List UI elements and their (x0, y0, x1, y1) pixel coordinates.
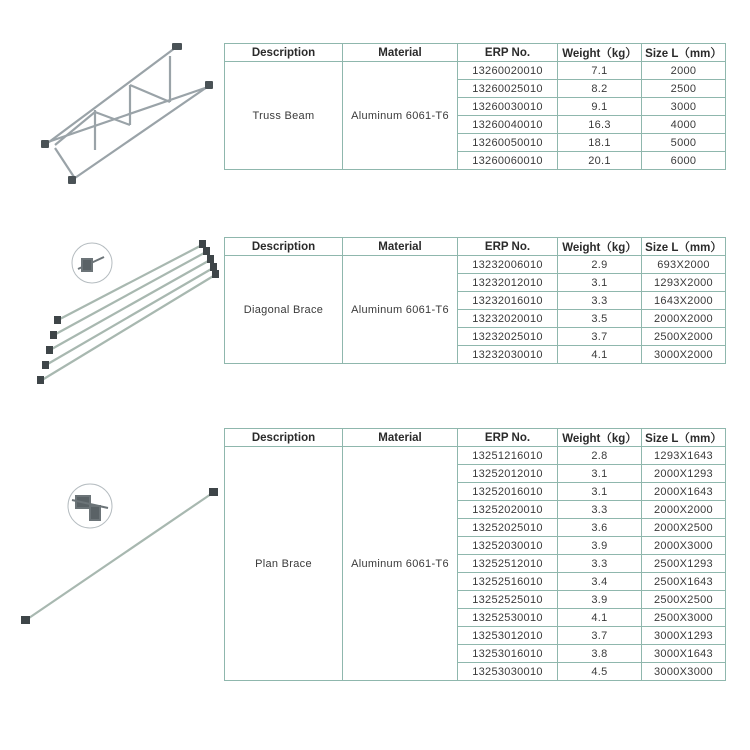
size-cell: 4000 (642, 116, 726, 134)
erp-cell: 13253012010 (458, 627, 558, 645)
weight-cell: 4.1 (558, 609, 642, 627)
erp-cell: 13252516010 (458, 573, 558, 591)
col-header-erp: ERP No. (458, 238, 558, 256)
weight-cell: 3.4 (558, 573, 642, 591)
truss-beam-image (0, 40, 222, 190)
weight-cell: 3.1 (558, 483, 642, 501)
col-header-weight: Weight（kg） (558, 238, 642, 256)
erp-cell: 13252530010 (458, 609, 558, 627)
erp-cell: 13252020010 (458, 501, 558, 519)
erp-cell: 13251216010 (458, 447, 558, 465)
erp-cell: 13232016010 (458, 292, 558, 310)
diagonal-brace-table (224, 237, 726, 364)
erp-cell: 13232020010 (458, 310, 558, 328)
size-cell: 3000X1293 (642, 627, 726, 645)
weight-cell: 18.1 (558, 134, 642, 152)
size-cell: 2000X2500 (642, 519, 726, 537)
erp-cell: 13232030010 (458, 346, 558, 364)
size-cell: 1643X2000 (642, 292, 726, 310)
weight-cell: 3.9 (558, 591, 642, 609)
weight-cell: 3.8 (558, 645, 642, 663)
weight-cell: 9.1 (558, 98, 642, 116)
material-cell: Aluminum 6061-T6 (343, 447, 458, 681)
table-row (225, 256, 726, 274)
weight-cell: 20.1 (558, 152, 642, 170)
size-cell: 2000X1643 (642, 483, 726, 501)
col-header-size: Size L（mm） (642, 44, 726, 62)
size-cell: 2500X2500 (642, 591, 726, 609)
erp-cell: 13260025010 (458, 80, 558, 98)
description-cell: Plan Brace (225, 447, 343, 681)
weight-cell: 2.8 (558, 447, 642, 465)
weight-cell: 3.3 (558, 555, 642, 573)
size-cell: 2500X3000 (642, 609, 726, 627)
col-header-description: Description (225, 429, 343, 447)
erp-cell: 13252512010 (458, 555, 558, 573)
size-cell: 1293X2000 (642, 274, 726, 292)
size-cell: 2500 (642, 80, 726, 98)
size-cell: 2500X2000 (642, 328, 726, 346)
diagonal-brace-illustration (0, 235, 222, 395)
erp-cell: 13260050010 (458, 134, 558, 152)
erp-cell: 13252525010 (458, 591, 558, 609)
col-header-material: Material (343, 44, 458, 62)
weight-cell: 7.1 (558, 62, 642, 80)
truss-beam-illustration (0, 40, 222, 190)
table-row (225, 62, 726, 80)
weight-cell: 4.1 (558, 346, 642, 364)
erp-cell: 13253030010 (458, 663, 558, 681)
size-cell: 5000 (642, 134, 726, 152)
description-cell: Truss Beam (225, 62, 343, 170)
truss-beam-table (224, 43, 726, 170)
weight-cell: 3.1 (558, 274, 642, 292)
size-cell: 3000 (642, 98, 726, 116)
weight-cell: 16.3 (558, 116, 642, 134)
size-cell: 2500X1643 (642, 573, 726, 591)
erp-cell: 13252012010 (458, 465, 558, 483)
material-cell: Aluminum 6061-T6 (343, 256, 458, 364)
size-cell: 6000 (642, 152, 726, 170)
erp-cell: 13260030010 (458, 98, 558, 116)
weight-cell: 3.9 (558, 537, 642, 555)
plan-brace-table (224, 428, 726, 681)
weight-cell: 8.2 (558, 80, 642, 98)
size-cell: 3000X3000 (642, 663, 726, 681)
erp-cell: 13260040010 (458, 116, 558, 134)
description-cell: Diagonal Brace (225, 256, 343, 364)
material-cell: Aluminum 6061-T6 (343, 62, 458, 170)
diagonal-brace-image (0, 235, 222, 395)
size-cell: 2000 (642, 62, 726, 80)
erp-cell: 13232012010 (458, 274, 558, 292)
weight-cell: 3.7 (558, 328, 642, 346)
size-cell: 1293X1643 (642, 447, 726, 465)
weight-cell: 3.3 (558, 501, 642, 519)
plan-brace-illustration (0, 478, 222, 638)
erp-cell: 13252025010 (458, 519, 558, 537)
erp-cell: 13260020010 (458, 62, 558, 80)
size-cell: 2000X2000 (642, 501, 726, 519)
erp-cell: 13232006010 (458, 256, 558, 274)
weight-cell: 2.9 (558, 256, 642, 274)
table-row (225, 447, 726, 465)
erp-cell: 13232025010 (458, 328, 558, 346)
size-cell: 2500X1293 (642, 555, 726, 573)
col-header-size: Size L（mm） (642, 429, 726, 447)
weight-cell: 3.3 (558, 292, 642, 310)
col-header-weight: Weight（kg） (558, 429, 642, 447)
weight-cell: 3.7 (558, 627, 642, 645)
size-cell: 2000X3000 (642, 537, 726, 555)
weight-cell: 3.5 (558, 310, 642, 328)
size-cell: 2000X1293 (642, 465, 726, 483)
weight-cell: 4.5 (558, 663, 642, 681)
size-cell: 2000X2000 (642, 310, 726, 328)
col-header-material: Material (343, 238, 458, 256)
erp-cell: 13253016010 (458, 645, 558, 663)
size-cell: 3000X2000 (642, 346, 726, 364)
col-header-material: Material (343, 429, 458, 447)
erp-cell: 13252030010 (458, 537, 558, 555)
col-header-description: Description (225, 44, 343, 62)
weight-cell: 3.6 (558, 519, 642, 537)
col-header-size: Size L（mm） (642, 238, 726, 256)
col-header-erp: ERP No. (458, 44, 558, 62)
col-header-description: Description (225, 238, 343, 256)
erp-cell: 13252016010 (458, 483, 558, 501)
col-header-erp: ERP No. (458, 429, 558, 447)
size-cell: 3000X1643 (642, 645, 726, 663)
erp-cell: 13260060010 (458, 152, 558, 170)
size-cell: 693X2000 (642, 256, 726, 274)
weight-cell: 3.1 (558, 465, 642, 483)
col-header-weight: Weight（kg） (558, 44, 642, 62)
plan-brace-image (0, 478, 222, 638)
